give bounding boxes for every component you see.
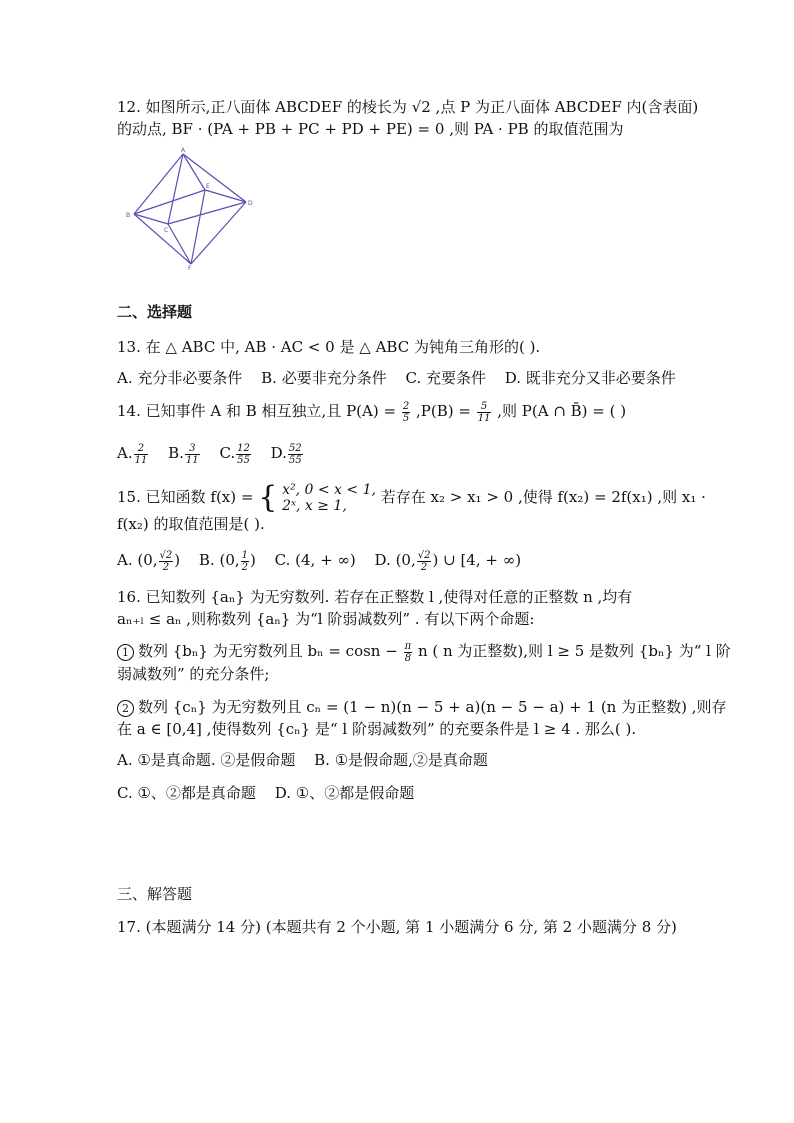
q15-option-a-den: 2 [162, 561, 170, 573]
q15-option-d-text: D. (0, [374, 551, 416, 569]
edge-BE [134, 190, 205, 214]
vertex-label-A: A [181, 147, 186, 154]
q15-option-d-den: 2 [420, 561, 428, 573]
q15-piecewise [282, 482, 376, 514]
q14-option-c-den: 55 [237, 454, 250, 466]
edge-AB [134, 154, 183, 214]
q14-option-c-num: 12 [237, 442, 250, 454]
q15-options [117, 549, 535, 573]
q14-pa-den: 5 [402, 412, 410, 424]
q16-prop2-line2: 在 a ∈ [0,4] ,使得数列 {cₙ} 是“ l 阶弱减数列” 的充要条件是 l ≥ 4 . 那么( ). [117, 720, 637, 738]
q15-option-c[interactable]: C. (4, + ∞) [274, 551, 356, 569]
q14-pa-num: 2 [402, 400, 410, 412]
q12-line1: 12. 如图所示,正八面体 ABCDEF 的棱长为 √2 ,点 P 为正八面体 ABCDEF 内(含表面) [117, 98, 699, 116]
q15-option-a-text: A. (0, [117, 551, 158, 569]
q13-options [117, 367, 690, 389]
section-title-answer: 三、解答题 [117, 885, 193, 903]
q16-option-d[interactable]: D. ①、②都是假命题 [274, 784, 415, 802]
q16-prop1-a: 数列 {bₙ} 为无穷数列且 bₙ = cosn − [138, 642, 398, 660]
section-title-choice: 二、选择题 [117, 303, 193, 321]
q16-option-a[interactable]: A. ①是真命题. ②是假命题 [117, 751, 296, 769]
q16-prop2-a: 数列 {cₙ} 为无穷数列且 cₙ = (1 − n)(n − 5 + a)(n − 5 − a) + 1 (n 为正整数) ,则存 [138, 698, 727, 716]
q16-options-ab [117, 749, 502, 771]
q14-option-c[interactable] [219, 442, 251, 466]
q14-option-c-label: C. [219, 444, 236, 462]
q15-stem-b: 若存在 x₂ > x₁ > 0 ,使得 f(x₂) = 2f(x₁) ,则 x₁ · [380, 488, 706, 506]
q14-option-a-num: 2 [134, 443, 149, 455]
q16-line1: 16. 已知数列 {aₙ} 为无穷数列. 若存在正整数 l ,使得对任意的正整数 n ,均有 [117, 588, 633, 606]
edge-BF [134, 214, 191, 264]
q14-option-d-label: D. [270, 444, 287, 462]
q14-option-b-num: 3 [185, 443, 200, 455]
q15-piece1: x², 0 < x < 1, [282, 482, 376, 498]
q17-stem: 17. (本题满分 14 分) (本题共有 2 个小题, 第 1 小题满分 6 分, 第 2 小题满分 8 分) [117, 918, 677, 936]
edge-ED [205, 190, 246, 202]
q14-option-b[interactable] [168, 442, 201, 466]
q14-option-a-label: A. [117, 444, 133, 462]
edge-AE [183, 154, 205, 190]
vertex-label-B: B [126, 212, 131, 219]
q12-line2: 的动点, BF · (PA + PB + PC + PD + PE) = 0 ,则 PA · PB 的取值范围为 [117, 120, 624, 138]
q15-piece2: 2ˣ, x ≥ 1, [282, 498, 347, 514]
q14-pb-num: 5 [477, 401, 492, 413]
q15-option-a[interactable] [117, 549, 181, 573]
q14-option-d-num: 52 [288, 442, 302, 454]
q14-option-a-den: 11 [134, 454, 148, 466]
q16-prop1-num: π [404, 640, 412, 652]
piecewise-brace: { [258, 480, 278, 515]
octahedron-figure [124, 146, 258, 270]
q16-prop1-b: n ( n 为正整数),则 l ≥ 5 是数列 {bₙ} 为“ l 阶 [417, 642, 731, 660]
q15-line2: f(x₂) 的取值范围是( ). [117, 515, 265, 533]
vertex-label-E: E [206, 183, 210, 190]
q14-pb-fraction [477, 401, 492, 424]
q14-stem-c: ,则 P(A ∩ B̄) = ( ) [497, 402, 627, 420]
q15-stem [117, 482, 706, 514]
edge-CD [168, 202, 246, 224]
q14-option-b-label: B. [168, 444, 184, 462]
q14-option-d[interactable] [270, 442, 304, 466]
q16-prop1-line2: 弱减数列” 的充分条件; [117, 665, 270, 683]
q14-pa-fraction [402, 401, 410, 424]
q14-option-b-den: 11 [185, 454, 199, 466]
q16-prop2-line1 [117, 696, 727, 718]
q15-option-b-den: 2 [241, 561, 249, 573]
q14-stem-a: 14. 已知事件 A 和 B 相互独立,且 P(A) = [117, 402, 397, 420]
q15-option-a-close: ) [174, 551, 181, 569]
q15-option-b-text: B. (0, [198, 551, 240, 569]
q15-option-a-num: √2 [159, 549, 173, 561]
edge-DF [191, 202, 246, 264]
vertex-label-D: D [248, 200, 253, 207]
q13-option-a[interactable]: A. 充分非必要条件 [117, 369, 243, 387]
q13-option-b[interactable]: B. 必要非充分条件 [261, 369, 387, 387]
q15-option-b[interactable] [198, 549, 256, 573]
q16-option-b[interactable]: B. ①是假命题,②是真命题 [314, 751, 488, 769]
q15-option-b-num: 1 [241, 549, 249, 561]
q15-option-d-num: √2 [417, 549, 431, 561]
q14-stem-b: ,P(B) = [416, 402, 471, 420]
q16-options-cd [117, 782, 428, 804]
q15-option-b-close: ) [250, 551, 256, 569]
q14-option-d-den: 55 [288, 454, 302, 466]
q16-prop1-line1 [117, 640, 731, 664]
q14-options [117, 442, 318, 466]
q16-prop1-den: 8 [404, 652, 412, 664]
prop1-circled-number: 1 [117, 644, 134, 661]
q16-line2: aₙ₊ₗ ≤ aₙ ,则称数列 {aₙ} 为“l 阶弱减数列” . 有以下两个命题: [117, 610, 535, 628]
q14-option-a[interactable] [117, 442, 149, 466]
vertex-label-C: C [164, 227, 169, 234]
q15-option-d[interactable] [374, 549, 522, 573]
q16-prop1-fraction [404, 641, 413, 664]
q13-stem: 13. 在 △ ABC 中, AB · AC < 0 是 △ ABC 为钝角三角形的( ). [117, 338, 541, 356]
q15-stem-a: 15. 已知函数 f(x) = [117, 488, 254, 506]
vertex-label-F: F [188, 265, 192, 270]
q15-option-d-tail: ) ∪ [4, + ∞) [432, 551, 522, 569]
q14-stem [117, 400, 626, 424]
prop2-circled-number: 2 [117, 700, 134, 717]
edge-EF [191, 190, 205, 264]
q13-option-d[interactable]: D. 既非充分又非必要条件 [504, 369, 676, 387]
q16-option-c[interactable]: C. ①、②都是真命题 [117, 784, 256, 802]
edge-CF [168, 224, 191, 264]
q13-option-c[interactable]: C. 充要条件 [405, 369, 486, 387]
q14-pb-den: 11 [477, 412, 491, 424]
edge-AC [168, 154, 183, 224]
